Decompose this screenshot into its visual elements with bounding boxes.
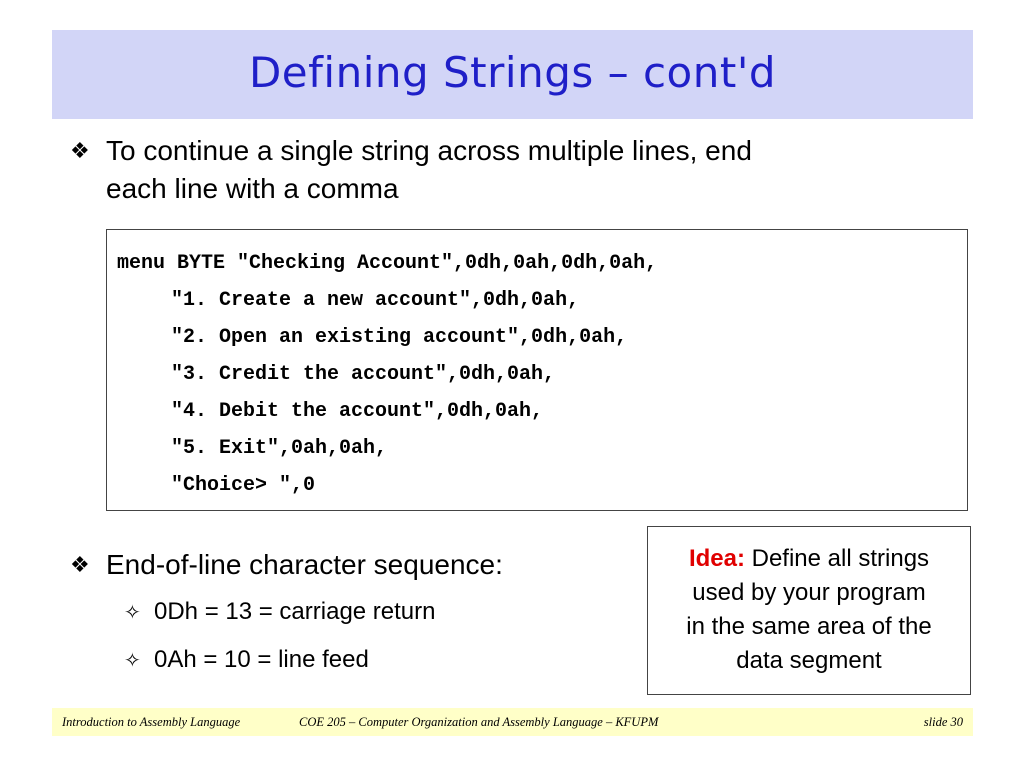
idea-line3: in the same area of the bbox=[686, 613, 932, 640]
diamond-bullet-icon: ❖ bbox=[70, 552, 90, 577]
star-bullet-icon: ✧ bbox=[124, 602, 141, 624]
code-line: "2. Open an existing account",0dh,0ah, bbox=[171, 326, 628, 349]
sub-bullet-line-feed bbox=[124, 644, 624, 676]
footer-course: Introduction to Assembly Language bbox=[62, 715, 241, 729]
title-bar bbox=[52, 30, 973, 119]
sub-bullet-carriage-return bbox=[124, 596, 624, 628]
idea-line1 bbox=[648, 542, 970, 576]
footer-bar bbox=[52, 708, 973, 736]
footer-slide-number: slide 30 bbox=[923, 715, 963, 729]
slide-title: Defining Strings – cont'd bbox=[248, 48, 777, 97]
code-line: "5. Exit",0ah,0ah, bbox=[171, 437, 388, 460]
bullet-text-line1: To continue a single string across multiple lines, end bbox=[106, 135, 752, 166]
code-line: "4. Debit the account",0dh,0ah, bbox=[171, 400, 544, 423]
code-line: "3. Credit the account",0dh,0ah, bbox=[171, 363, 556, 386]
bullet-continue-string bbox=[70, 132, 900, 208]
bullet-text: End-of-line character sequence: bbox=[106, 549, 503, 580]
bullet-text-line2: each line with a comma bbox=[106, 173, 399, 204]
bullet-end-of-line bbox=[70, 546, 630, 584]
code-line: "Choice> ",0 bbox=[171, 474, 316, 497]
footer-title: COE 205 – Computer Organization and Assembly Language – KFUPM bbox=[299, 715, 659, 729]
star-bullet-icon: ✧ bbox=[124, 650, 141, 672]
idea-label: Idea: bbox=[688, 545, 745, 572]
diamond-bullet-icon: ❖ bbox=[70, 138, 90, 163]
idea-line4: data segment bbox=[736, 647, 882, 674]
idea-text: Define all strings bbox=[751, 545, 930, 572]
code-block bbox=[106, 229, 968, 511]
code-line: "1. Create a new account",0dh,0ah, bbox=[171, 289, 580, 312]
sub-bullet-text: 0Dh = 13 = carriage return bbox=[154, 598, 436, 625]
code-line: menu BYTE "Checking Account",0dh,0ah,0dh,0ah, bbox=[117, 252, 658, 275]
idea-line2: used by your program bbox=[692, 579, 926, 606]
sub-bullet-text: 0Ah = 10 = line feed bbox=[154, 646, 369, 673]
idea-callout bbox=[647, 526, 971, 695]
